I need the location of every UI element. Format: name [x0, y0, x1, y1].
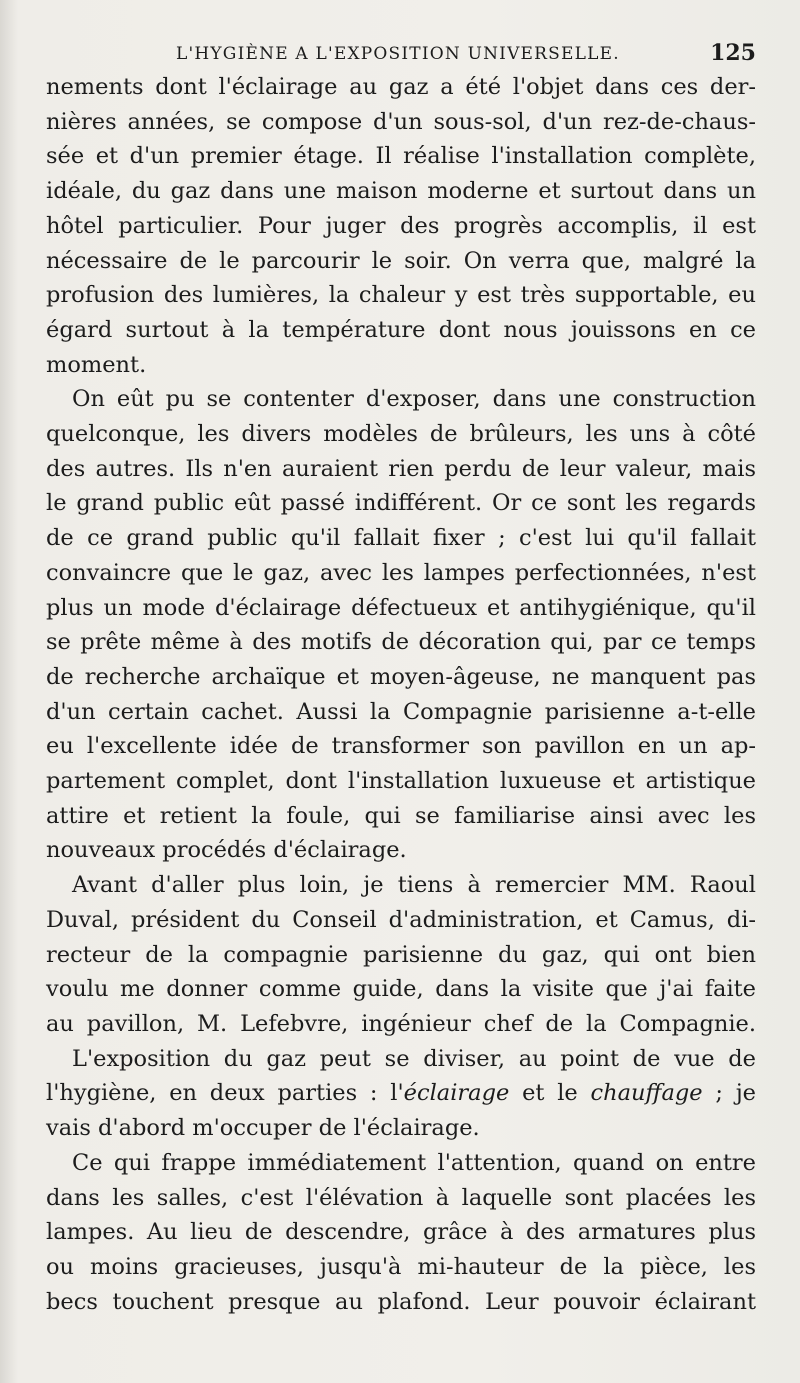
italic-term: éclairage — [403, 1080, 510, 1107]
text-line: vais d'abord m'occuper de l'éclairage. — [46, 1115, 480, 1142]
page-number: 125 — [710, 40, 756, 66]
text-line: nements dont l'éclairage au gaz a été l'objet dans ces der- — [46, 74, 756, 100]
body-text — [46, 70, 756, 1319]
text-line: lampes. Au lieu de descendre, grâce à des armatures plus — [46, 1219, 756, 1246]
text-line: recteur de la compagnie parisienne du gaz, qui ont bien — [46, 941, 756, 968]
page-header — [46, 0, 756, 70]
text-line: des autres. Ils n'en auraient rien perdu de leur valeur, mais — [46, 455, 756, 482]
text-line: convaincre que le gaz, avec les lampes perfectionnées, n'est — [46, 559, 756, 586]
text-line: nières années, se compose d'un sous-sol, d'un rez-de-chaus- — [46, 108, 756, 135]
text-fragment: l'hygiène, en deux parties : l' — [46, 1080, 404, 1107]
text-line: partement complet, dont l'installation luxueuse et artistique — [46, 768, 756, 795]
running-title: L'HYGIÈNE A L'EXPOSITION UNIVERSELLE. — [176, 44, 620, 64]
text-line: quelconque, les divers modèles de brûleurs, les uns à côté — [46, 421, 756, 448]
text-line: voulu me donner comme guide, dans la visite que j'ai faite — [46, 976, 756, 1003]
text-line: se prête même à des motifs de décoration qui, par ce temps — [46, 629, 756, 656]
text-line: nouveaux procédés d'éclairage. — [46, 837, 407, 864]
text-line: profusion des lumières, la chaleur y est très supportable, eu — [46, 282, 756, 309]
text-line: de ce grand public qu'il fallait fixer ; c'est lui qu'il fallait — [46, 525, 756, 552]
text-line: le grand public eût passé indifférent. Or ce sont les regards — [46, 490, 756, 517]
text-line: eu l'excellente idée de transformer son pavillon en un ap- — [46, 733, 756, 760]
text-line: au pavillon, M. Lefebvre, ingénieur chef de la Compagnie. — [46, 1010, 756, 1037]
text-line: moment. — [46, 351, 147, 378]
text-line: sée et d'un premier étage. Il réalise l'installation complète, — [46, 143, 756, 170]
text-line: de recherche archaïque et moyen-âgeuse, ne manquent pas — [46, 663, 756, 690]
text-line: attire et retient la foule, qui se familiarise ainsi avec les — [46, 802, 756, 829]
text-line: ou moins gracieuses, jusqu'à mi-hauteur de la pièce, les — [46, 1253, 756, 1280]
text-line: becs touchent presque au plafond. Leur pouvoir éclairant — [46, 1288, 756, 1315]
italic-term: chauffage — [590, 1080, 703, 1107]
text-line: On eût pu se contenter d'exposer, dans une construction — [72, 386, 756, 413]
text-line: idéale, du gaz dans une maison moderne et surtout dans un — [46, 178, 756, 205]
text-line: nécessaire de le parcourir le soir. On verra que, malgré la — [46, 247, 756, 274]
text-line — [46, 1076, 756, 1111]
text-fragment: ; je — [702, 1080, 756, 1107]
text-fragment: et le — [509, 1080, 591, 1107]
text-line: Avant d'aller plus loin, je tiens à remercier MM. Raoul — [72, 872, 756, 899]
text-line: égard surtout à la température dont nous jouissons en ce — [46, 316, 756, 343]
text-line: dans les salles, c'est l'élévation à laquelle sont placées les — [46, 1184, 756, 1211]
text-line: d'un certain cachet. Aussi la Compagnie parisienne a-t-elle — [46, 698, 756, 725]
text-line: L'exposition du gaz peut se diviser, au point de vue de — [72, 1045, 756, 1072]
text-line: plus un mode d'éclairage défectueux et antihygiénique, qu'il — [46, 594, 756, 621]
text-line: Duval, président du Conseil d'administration, et Camus, di- — [46, 906, 756, 933]
text-line: hôtel particulier. Pour juger des progrès accomplis, il est — [46, 212, 756, 239]
text-line: Ce qui frappe immédiatement l'attention, quand on entre — [72, 1149, 756, 1176]
